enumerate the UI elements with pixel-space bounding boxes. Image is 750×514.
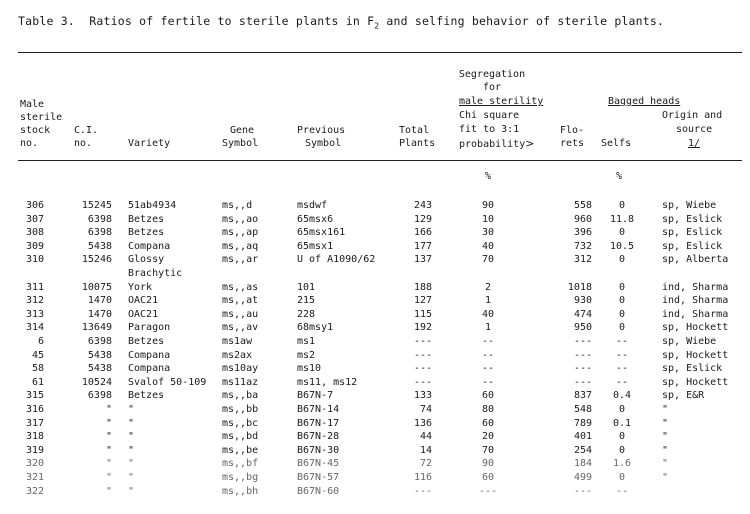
header-chi-2: fit to 3:1 (459, 124, 520, 135)
cell-ci: " (105, 472, 112, 483)
cell-previous: B67N-30 (297, 444, 340, 456)
cell-stock: 58 (31, 363, 44, 375)
cell-chi: 2 (484, 281, 492, 293)
cell-selfs: 0 (618, 472, 626, 483)
header-chi-3-text: probability (459, 139, 526, 150)
cell-florets: --- (573, 376, 592, 388)
cell-total: 177 (413, 240, 432, 252)
cell-selfs: 11.8 (609, 213, 635, 225)
table-row (0, 349, 750, 362)
cell-total: --- (413, 363, 432, 375)
cell-gene: ms,,as (222, 281, 259, 293)
cell-total: 127 (413, 295, 432, 307)
table-row (0, 213, 750, 226)
cell-gene: ms11az (222, 376, 259, 388)
cell-chi: 30 (481, 227, 495, 239)
header-segregation: Segregation (458, 69, 526, 80)
cell-origin: " (662, 444, 669, 456)
cell-variety: Betzes (128, 336, 165, 347)
cell-stock: 312 (25, 295, 44, 307)
header-male-sterile-1: Male (20, 99, 45, 110)
cell-selfs: 0 (618, 295, 626, 307)
header-selfs: Selfs (601, 138, 632, 149)
cell-ci: 6398 (87, 227, 112, 239)
header-gene-1: Gene (230, 125, 255, 136)
header-rule (18, 160, 742, 161)
cell-total: 133 (413, 390, 432, 402)
cell-stock: 6 (37, 336, 44, 347)
header-previous-1: Previous (297, 125, 346, 136)
cell-gene: ms,,at (222, 295, 259, 307)
cell-ci: 15246 (81, 254, 112, 266)
table-row (0, 335, 750, 348)
cell-total: 72 (419, 458, 432, 470)
cell-selfs: 0 (618, 227, 626, 239)
cell-origin: sp, Eslick (662, 227, 723, 239)
cell-previous: B67N-45 (297, 458, 340, 470)
table-row (0, 294, 750, 307)
cell-gene: ms,,bc (222, 417, 259, 429)
cell-variety: Svalof 50-109 (128, 376, 207, 388)
cell-origin: sp, E&R (662, 390, 705, 402)
cell-chi: 70 (481, 254, 495, 266)
cell-florets: --- (573, 485, 592, 497)
cell-variety: Compana (128, 240, 171, 252)
table-row (0, 240, 750, 253)
cell-chi: 60 (481, 472, 495, 483)
cell-total: 137 (413, 254, 432, 266)
cell-origin: sp, Wiebe (662, 200, 717, 211)
cell-florets: 1018 (567, 281, 592, 293)
cell-stock: 316 (25, 404, 44, 415)
cell-variety: " (128, 444, 135, 456)
cell-ci: " (105, 485, 112, 497)
header-chi-3 (459, 137, 534, 151)
table-row (0, 321, 750, 334)
cell-total: 14 (419, 444, 432, 456)
table-row (0, 417, 750, 430)
cell-selfs: 0.1 (612, 417, 632, 429)
cell-previous: 228 (297, 308, 316, 320)
cell-previous: B67N-14 (297, 404, 340, 415)
cell-stock: 313 (25, 308, 44, 320)
table-row (0, 389, 750, 402)
cell-chi: 80 (481, 404, 495, 415)
cell-florets: 396 (573, 227, 592, 239)
header-total-2: Plants (399, 138, 436, 149)
cell-florets: 930 (573, 295, 592, 307)
cell-variety: Compana (128, 363, 171, 375)
cell-previous: 65msx1 (297, 240, 334, 252)
cell-origin: sp, Hockett (662, 376, 729, 388)
cell-selfs: 1.6 (612, 458, 632, 470)
cell-previous: B67N-60 (297, 485, 340, 497)
cell-total: 44 (419, 431, 432, 443)
cell-gene: ms10ay (222, 363, 259, 375)
cell-gene: ms,,ba (222, 390, 259, 402)
header-origin-3: 1/ (688, 138, 701, 149)
cell-selfs: 0 (618, 308, 626, 320)
cell-ci: 6398 (87, 336, 112, 347)
caption-subscript: 2 (374, 21, 380, 31)
cell-gene: ms,,bb (222, 404, 259, 415)
cell-gene: ms,,bg (222, 472, 259, 483)
cell-florets: --- (573, 349, 592, 361)
header-bagged-heads: Bagged heads (608, 96, 681, 107)
cell-total: --- (413, 485, 432, 497)
cell-origin: sp, Eslick (662, 213, 723, 225)
cell-ci: 6398 (87, 390, 112, 402)
cell-variety: " (128, 417, 135, 429)
cell-selfs: 0 (618, 444, 626, 456)
cell-ci: 13649 (81, 322, 112, 334)
cell-total: 136 (413, 417, 432, 429)
cell-florets: 789 (573, 417, 592, 429)
cell-gene: ms,,aq (222, 240, 259, 252)
header-segregation-for: for (482, 82, 502, 93)
table-row (0, 226, 750, 239)
cell-selfs: -- (615, 349, 629, 361)
cell-variety: OAC21 (128, 295, 159, 307)
cell-florets: 732 (573, 240, 592, 252)
header-total-1: Total (399, 125, 430, 136)
cell-florets: 837 (573, 390, 592, 402)
header-previous-2: Symbol (305, 138, 342, 149)
cell-florets: 184 (573, 458, 592, 470)
cell-variety: Glossy (128, 254, 165, 266)
cell-total: 188 (413, 281, 432, 293)
cell-florets: 401 (573, 431, 592, 443)
cell-previous: 215 (297, 295, 316, 307)
cell-variety: " (128, 472, 135, 483)
table-row (0, 376, 750, 389)
cell-florets: 960 (573, 213, 592, 225)
cell-ci: 6398 (87, 213, 112, 225)
cell-previous: 68msy1 (297, 322, 334, 334)
cell-ci: " (105, 431, 112, 443)
cell-selfs: 0 (618, 322, 626, 334)
table-row (0, 457, 750, 470)
header-ci-2: no. (74, 138, 93, 149)
cell-variety: Betzes (128, 390, 165, 402)
cell-florets: 254 (573, 444, 592, 456)
cell-florets: --- (573, 336, 592, 347)
cell-chi: 60 (481, 390, 495, 402)
cell-stock: 310 (25, 254, 44, 266)
caption-text-after: and selfing behavior of sterile plants. (379, 14, 665, 28)
cell-total: 166 (413, 227, 432, 239)
cell-total: 192 (413, 322, 432, 334)
cell-selfs: 0 (618, 404, 626, 415)
cell-variety: OAC21 (128, 308, 159, 320)
cell-selfs: -- (615, 376, 629, 388)
cell-origin: " (662, 404, 669, 415)
caption-text: Ratios of fertile to sterile plants in F (89, 14, 375, 28)
cell-origin: sp, Hockett (662, 322, 729, 334)
cell-variety: " (128, 404, 135, 415)
cell-variety: Brachytic (128, 268, 183, 279)
table-row (0, 430, 750, 443)
cell-total: 243 (413, 200, 432, 211)
cell-variety: " (128, 485, 135, 497)
cell-gene: ms,,bd (222, 431, 259, 443)
cell-gene: ms,,av (222, 322, 259, 334)
cell-chi: 20 (481, 431, 495, 443)
cell-previous: ms11, ms12 (297, 376, 358, 388)
header-ci-1: C.I. (74, 125, 99, 136)
header-gene-2: Symbol (222, 138, 259, 149)
cell-stock: 318 (25, 431, 44, 443)
cell-variety: Betzes (128, 213, 165, 225)
cell-selfs: -- (615, 363, 629, 375)
cell-stock: 319 (25, 444, 44, 456)
header-origin-2: source (676, 124, 713, 135)
cell-ci: 15245 (81, 200, 112, 211)
cell-variety: 51ab4934 (128, 200, 177, 211)
cell-chi: 90 (481, 458, 495, 470)
cell-stock: 311 (25, 281, 44, 293)
cell-stock: 308 (25, 227, 44, 239)
cell-selfs: -- (615, 485, 629, 497)
cell-variety: York (128, 281, 153, 293)
cell-gene: ms,,be (222, 444, 259, 456)
cell-florets: --- (573, 363, 592, 375)
cell-previous: 101 (297, 281, 316, 293)
cell-total: 115 (413, 308, 432, 320)
cell-total: 74 (419, 404, 432, 415)
table-row (0, 281, 750, 294)
cell-stock: 322 (25, 485, 44, 497)
cell-stock: 306 (25, 200, 44, 211)
cell-ci: " (105, 417, 112, 429)
cell-gene: ms,,ao (222, 213, 259, 225)
cell-stock: 61 (31, 376, 44, 388)
table-row (0, 485, 750, 498)
cell-previous: ms10 (297, 363, 322, 375)
cell-chi: -- (481, 336, 495, 347)
cell-ci: 10524 (81, 376, 112, 388)
cell-previous: B67N-57 (297, 472, 340, 483)
cell-chi: 60 (481, 417, 495, 429)
cell-chi: -- (481, 363, 495, 375)
cell-ci: 5438 (87, 349, 112, 361)
cell-ci: 5438 (87, 240, 112, 252)
cell-ci: 5438 (87, 363, 112, 375)
cell-stock: 314 (25, 322, 44, 334)
cell-origin: sp, Alberta (662, 254, 729, 266)
cell-gene: ms,,ap (222, 227, 259, 239)
table-row (0, 471, 750, 484)
cell-selfs: 0.4 (612, 390, 632, 402)
cell-florets: 950 (573, 322, 592, 334)
table-row (0, 403, 750, 416)
cell-ci: 1470 (87, 295, 112, 307)
table-row (0, 253, 750, 266)
cell-origin: " (662, 472, 669, 483)
cell-gene: ms2ax (222, 349, 253, 361)
cell-total: --- (413, 376, 432, 388)
cell-previous: B67N-7 (297, 390, 334, 402)
cell-selfs: 0 (618, 254, 626, 266)
cell-total: 116 (413, 472, 432, 483)
cell-florets: 312 (573, 254, 592, 266)
cell-previous: ms1 (297, 336, 316, 347)
cell-origin: " (662, 417, 669, 429)
cell-total: --- (413, 336, 432, 347)
header-male-sterile-3: stock (20, 125, 51, 136)
cell-chi: 70 (481, 444, 495, 456)
cell-ci: " (105, 458, 112, 470)
top-rule (18, 52, 742, 53)
cell-variety: Paragon (128, 322, 171, 334)
header-florets-1: Flo- (560, 125, 585, 136)
header-male-sterile-2: sterile (20, 112, 63, 123)
cell-gene: ms,,bf (222, 458, 259, 470)
header-origin-1: Origin and (662, 110, 723, 121)
cell-selfs: 0 (618, 200, 626, 211)
cell-chi: 1 (484, 322, 492, 334)
cell-gene: ms,,au (222, 308, 259, 320)
table-row (0, 267, 750, 280)
cell-ci: 1470 (87, 308, 112, 320)
cell-gene: ms,,ar (222, 254, 259, 266)
cell-origin: sp, Eslick (662, 363, 723, 375)
cell-stock: 315 (25, 390, 44, 402)
cell-stock: 321 (25, 472, 44, 483)
cell-chi: 40 (481, 240, 495, 252)
cell-origin: ind, Sharma (662, 281, 729, 293)
cell-variety: " (128, 431, 135, 443)
cell-origin: sp, Eslick (662, 240, 723, 252)
cell-previous: B67N-17 (297, 417, 340, 429)
cell-origin: ind, Sharma (662, 308, 729, 320)
cell-gene: ms,,d (222, 200, 253, 211)
cell-previous: 65msx6 (297, 213, 334, 225)
cell-stock: 317 (25, 417, 44, 429)
cell-variety: Compana (128, 349, 171, 361)
cell-previous: 65msx161 (297, 227, 346, 239)
table-row (0, 362, 750, 375)
cell-stock: 45 (31, 349, 44, 361)
cell-ci: " (105, 404, 112, 415)
header-chi-1: Chi square (459, 110, 520, 121)
cell-stock: 309 (25, 240, 44, 252)
table-caption (18, 14, 664, 30)
header-male-sterile-4: no. (20, 138, 39, 149)
cell-chi: 1 (484, 295, 492, 307)
greater-than-icon: > (525, 137, 535, 150)
cell-florets: 474 (573, 308, 592, 320)
cell-gene: ms,,bh (222, 485, 259, 497)
cell-previous: ms2 (297, 349, 316, 361)
cell-previous: U of A1090/62 (297, 254, 376, 266)
cell-chi: --- (478, 485, 498, 497)
cell-origin: " (662, 458, 669, 470)
cell-stock: 307 (25, 213, 44, 225)
cell-selfs: 0 (618, 431, 626, 443)
cell-origin: sp, Wiebe (662, 336, 717, 347)
cell-previous: msdwf (297, 200, 328, 211)
cell-florets: 558 (573, 200, 592, 211)
unit-chi-percent: % (484, 171, 492, 182)
cell-chi: -- (481, 349, 495, 361)
cell-variety: " (128, 458, 135, 470)
cell-selfs: 10.5 (609, 240, 635, 252)
cell-stock: 320 (25, 458, 44, 470)
cell-chi: 10 (481, 213, 495, 225)
cell-florets: 499 (573, 472, 592, 483)
cell-variety: Betzes (128, 227, 165, 239)
cell-origin: ind, Sharma (662, 295, 729, 307)
table-row (0, 308, 750, 321)
cell-previous: B67N-28 (297, 431, 340, 443)
cell-total: --- (413, 349, 432, 361)
cell-selfs: 0 (618, 281, 626, 293)
unit-selfs-percent: % (615, 171, 623, 182)
cell-selfs: -- (615, 336, 629, 347)
cell-ci: 10075 (81, 281, 112, 293)
cell-origin: " (662, 431, 669, 443)
table-row (0, 444, 750, 457)
cell-origin: sp, Hockett (662, 349, 729, 361)
cell-chi: -- (481, 376, 495, 388)
cell-gene: ms1aw (222, 336, 253, 347)
header-male-sterility: male sterility (459, 96, 544, 107)
cell-ci: " (105, 444, 112, 456)
caption-prefix: Table 3. (18, 14, 75, 28)
table-row (0, 199, 750, 212)
cell-florets: 548 (573, 404, 592, 415)
cell-chi: 40 (481, 308, 495, 320)
header-variety: Variety (128, 138, 171, 149)
cell-chi: 90 (481, 200, 495, 211)
header-florets-2: rets (560, 138, 585, 149)
cell-total: 129 (413, 213, 432, 225)
